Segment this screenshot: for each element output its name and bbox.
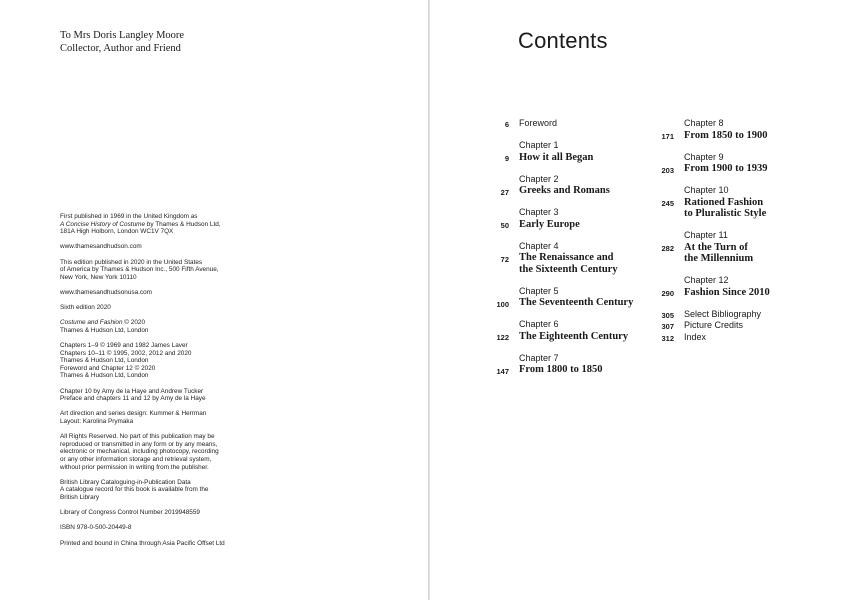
toc-chapter-title: Greeks and Romans [519,185,610,196]
toc-chapter-title: From 1900 to 1939 [684,163,768,174]
book-title-italic: Costume and Fashion [60,319,123,327]
dedication-line: To Mrs Doris Langley Moore [60,30,185,41]
toc-chapter-label: Chapter 6 [519,319,559,329]
imprint-paragraph [60,524,260,532]
toc-chapter-title: to Pluralistic Style [684,208,767,219]
imprint-line: Chapter 10 by Amy de la Haye and Andrew Tucker [60,387,204,395]
imprint-paragraph [60,259,260,282]
imprint-line: British Library [60,493,100,501]
imprint-line: Thames & Hudson Ltd, London [60,357,149,365]
right-page [430,0,857,600]
book-title-italic: A Concise History of Costume [60,220,146,228]
toc-chapter-label: Chapter 7 [519,352,559,363]
toc-chapter-entry[interactable] [645,185,845,220]
toc-page-number: 282 [661,244,674,253]
copyright-imprint [60,213,260,555]
imprint-paragraph [60,304,260,312]
toc-chapter-title: At the Turn of [684,241,748,253]
toc-chapter-entry[interactable] [480,174,650,197]
imprint-line: Library of Congress Control Number 2019948559 [60,509,200,517]
dedication [60,29,184,55]
imprint-paragraph [60,433,260,471]
imprint-line: Chapters 10–11 © 1995, 2002, 2012 and 2020 [60,349,192,357]
imprint-line: electronic or mechanical, including photocopy, recording [60,448,219,456]
toc-chapter-entry[interactable] [480,353,650,376]
imprint-line: Art direction and series design: Kummer & Herrman [60,410,207,418]
toc-chapter-label: Chapter 4 [519,240,559,251]
dedication-line: Collector, Author and Friend [60,43,181,54]
imprint-line: Sixth edition 2020 [60,304,111,312]
toc-chapter-entry[interactable] [645,230,845,265]
imprint-line: First published in 1969 in the United Kingdom as [60,213,198,220]
toc-chapter-title: How it all Began [519,151,594,163]
toc-chapter-entry[interactable] [480,241,650,276]
toc-chapter-entry[interactable] [645,275,845,298]
toc-chapter-title: From 1850 to 1900 [684,129,768,141]
toc-chapter-title: Fashion Since 2010 [684,286,770,298]
toc-chapter-entry[interactable] [480,319,650,342]
imprint-line: of America by Thames & Hudson Inc., 500 Fifth Avenue, [60,266,219,274]
toc-page-number: 122 [496,333,509,342]
toc-entry-title: Picture Credits [684,320,744,330]
toc-chapter-entry[interactable] [480,286,650,309]
toc-chapter-entry[interactable] [480,140,650,163]
toc-page-number: 203 [661,165,674,175]
left-page [0,0,428,600]
imprint-line: Foreword and Chapter 12 © 2020 [60,364,156,372]
toc-chapter-label: Chapter 10 [684,185,729,195]
toc-chapter-title: The Renaissance and [519,252,614,263]
contents-heading: Contents [518,28,608,53]
toc-page-number: 290 [661,289,674,298]
imprint-paragraph [60,319,260,334]
toc-chapter-label: Chapter 11 [684,230,728,240]
toc-page-number: 307 [661,322,674,331]
toc-page-number: 245 [661,199,674,208]
imprint-line: Costume and Fashion © 2020 [60,319,146,327]
toc-page-number: 50 [500,221,509,230]
imprint-line: without prior permission in writing from the publisher. [60,463,209,471]
imprint-line: or any other information storage and retrieval system, [60,456,212,463]
toc-chapter-label: Chapter 12 [684,275,729,285]
imprint-line: 181A High Holborn, London WC1V 7QX [60,228,174,236]
imprint-line: This edition published in 2020 in the United States [60,258,203,266]
toc-entry-title: Foreword [519,118,558,128]
toc-chapter-entry[interactable] [645,152,845,175]
toc-chapter-title: Rationed Fashion [684,196,764,208]
imprint-line: New York, New York 10110 [60,273,137,281]
imprint-paragraph [60,479,260,502]
toc-chapter-title: Early Europe [519,218,580,230]
toc-entry-title: Index [684,331,707,342]
toc-page-number: 6 [504,120,509,129]
imprint-paragraph [60,509,260,517]
toc-chapter-label: Chapter 1 [519,140,559,150]
toc-chapter-title: The Seventeenth Century [519,297,634,308]
imprint-line: A Concise History of Costume by Thames & Hudson Ltd, [60,220,221,228]
imprint-line: British Library Cataloguing-in-Publication Data [60,478,191,486]
imprint-paragraph [60,342,260,380]
toc-chapter-title: The Eighteenth Century [519,330,629,342]
toc-entry[interactable] [645,320,845,332]
imprint-line: Thames & Hudson Ltd, London [60,326,149,334]
toc-column-right [645,118,845,343]
imprint-line: Printed and bound in China through Asia Pacific Offset Ltd [60,539,225,547]
toc-entry[interactable] [480,118,650,130]
toc-chapter-title: the Millennium [684,253,754,264]
toc-chapter-label: Chapter 9 [684,151,724,162]
toc-chapter-entry[interactable] [645,118,845,141]
toc-entry[interactable] [645,332,845,344]
toc-chapter-entry[interactable] [480,207,650,230]
imprint-line: All Rights Reserved. No part of this publication may be [60,433,215,441]
toc-page-number: 312 [661,333,674,343]
toc-page-number: 9 [504,154,509,163]
imprint-line: reproduced or transmitted in any form or by any means, [60,440,218,448]
imprint-line: www.thamesandhudson.com [60,243,142,251]
toc-chapter-label: Chapter 2 [519,173,559,184]
toc-chapter-title: From 1800 to 1850 [519,364,603,375]
toc-entry-title: Select Bibliography [684,308,762,319]
imprint-line: Chapters 1–9 © 1969 and 1982 James Laver [60,342,188,350]
toc-chapter-title: the Sixteenth Century [519,263,618,275]
toc-chapter-label: Chapter 8 [684,118,724,128]
imprint-paragraph [60,388,260,403]
imprint-paragraph [60,410,260,425]
imprint-paragraph [60,243,260,251]
imprint-line: Thames & Hudson Ltd, London [60,372,149,380]
toc-page-number: 147 [496,366,509,376]
toc-chapter-label: Chapter 3 [519,207,559,217]
imprint-paragraph [60,289,260,297]
imprint-line: Layout: Karolina Prymaka [60,418,134,426]
imprint-line: Preface and chapters 11 and 12 by Amy de la Haye [60,395,206,403]
toc-chapter-label: Chapter 5 [519,285,559,296]
imprint-line: www.thamesandhudsonusa.com [60,288,153,296]
toc-page-number: 27 [500,187,509,197]
imprint-line: A catalogue record for this book is available from the [60,486,209,494]
toc-page-number: 72 [500,254,509,264]
toc-column-left [480,118,650,386]
imprint-line: ISBN 978-0-500-20449-8 [60,524,132,532]
imprint-paragraph [60,540,260,548]
toc-entry[interactable] [645,309,845,321]
toc-page-number: 100 [496,299,509,309]
toc-page-number: 305 [661,310,674,320]
imprint-paragraph [60,213,260,236]
toc-page-number: 171 [661,132,674,141]
